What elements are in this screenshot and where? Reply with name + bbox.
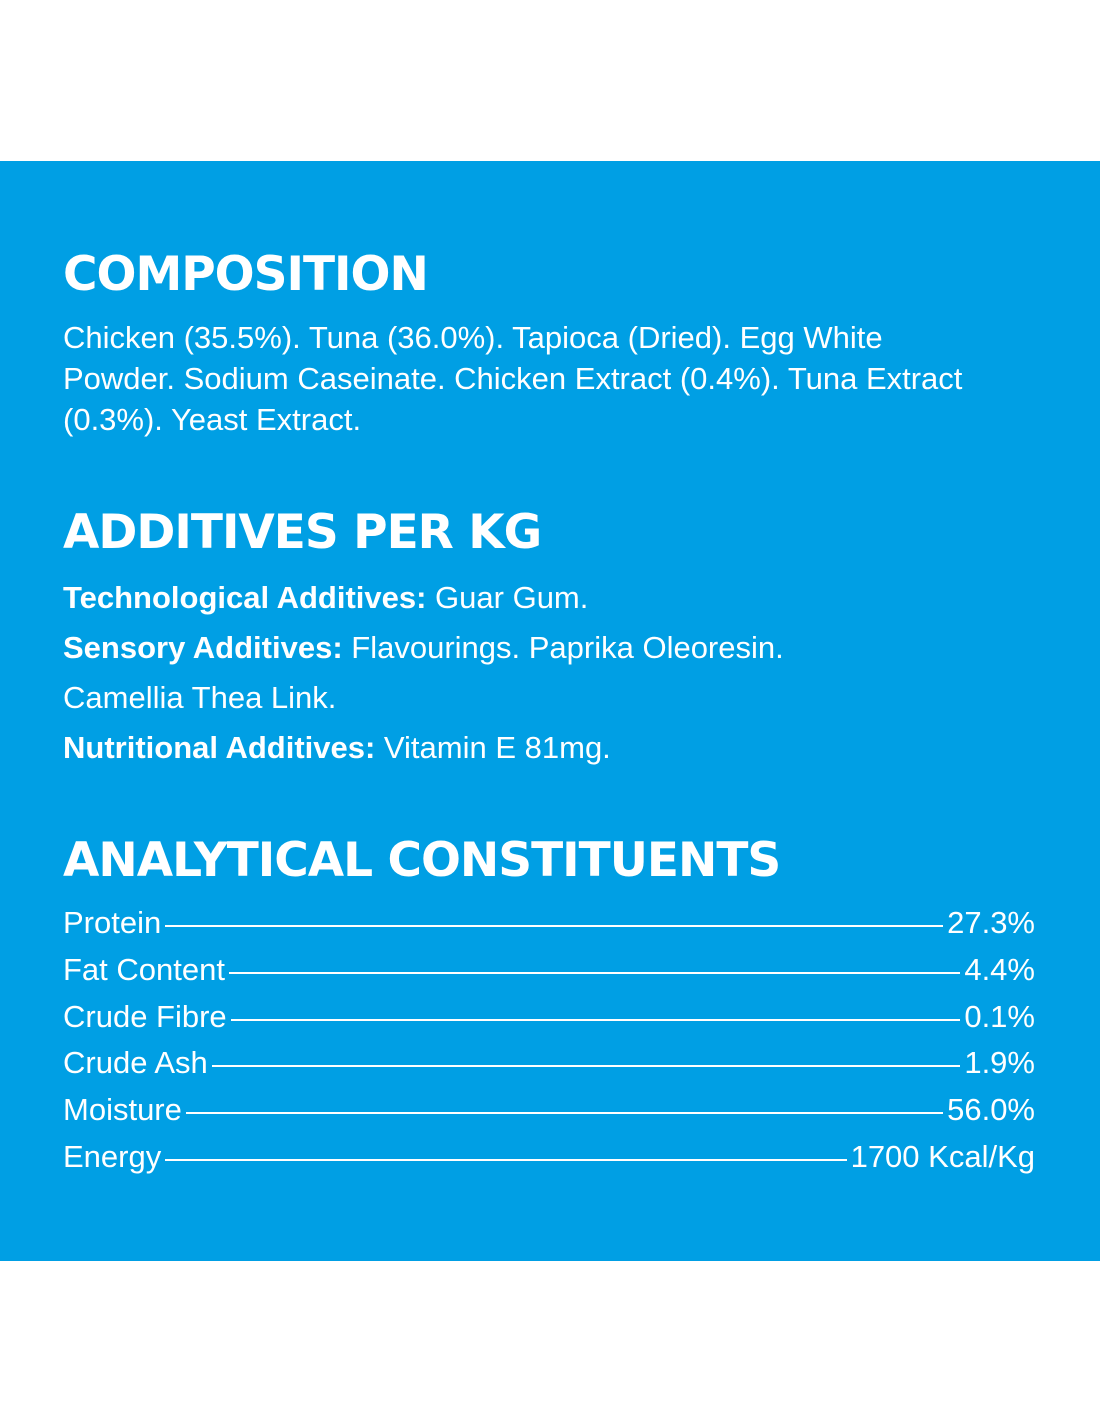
constituent-name: Energy (63, 1138, 162, 1174)
constituent-name: Crude Ash (63, 1045, 208, 1081)
leader-line (165, 1159, 846, 1161)
additives-list (63, 578, 1035, 778)
additive-technological (63, 578, 1035, 628)
leader-line (186, 1112, 943, 1114)
leader-line (212, 1065, 961, 1067)
leader-line (165, 925, 943, 927)
constituent-value: 0.1% (964, 998, 1035, 1034)
composition-heading: COMPOSITION (63, 247, 428, 302)
additive-value: Guar Gum. (426, 580, 589, 615)
additive-value: Camellia Thea Link. (63, 680, 337, 715)
constituent-name: Protein (63, 905, 162, 940)
additives-heading: ADDITIVES PER KG (63, 505, 542, 560)
additive-value: Flavourings. Paprika Oleoresin. (342, 630, 784, 665)
leader-line (231, 1019, 961, 1021)
additive-label: Nutritional Additives: (63, 730, 376, 765)
additive-sensory-continued (63, 678, 1035, 728)
constituent-row-fibre (63, 995, 1035, 1042)
constituent-value: 56.0% (947, 1092, 1035, 1128)
additive-sensory (63, 628, 1035, 678)
composition-text: Chicken (35.5%). Tuna (36.0%). Tapioca (Dried). Egg White Powder. Sodium Caseinate. Chicken Extract (0.4%). Tuna Extract (0.3%). Yeast Extract. (63, 320, 963, 437)
additive-label: Technological Additives: (63, 580, 427, 615)
constituent-name: Crude Fibre (63, 998, 227, 1034)
constituent-row-protein (63, 901, 1035, 948)
constituents-table (63, 901, 1035, 1182)
constituent-value: 4.4% (964, 951, 1035, 987)
additive-nutritional (63, 728, 1035, 778)
constituent-name: Fat Content (63, 951, 225, 987)
constituent-value: 27.3% (947, 905, 1035, 940)
leader-line (229, 972, 960, 974)
ingredients-panel (0, 161, 1100, 1261)
constituent-row-moisture (63, 1088, 1035, 1135)
constituent-row-ash (63, 1041, 1035, 1088)
constituent-name: Moisture (63, 1092, 182, 1128)
constituent-value: 1.9% (964, 1045, 1035, 1081)
analytical-heading: ANALYTICAL CONSTITUENTS (63, 833, 781, 888)
additive-label: Sensory Additives: (63, 630, 343, 665)
additive-value: Vitamin E 81mg. (375, 730, 611, 765)
constituent-value: 1700 Kcal/Kg (850, 1138, 1035, 1174)
constituent-row-energy (63, 1135, 1035, 1182)
constituent-row-fat (63, 948, 1035, 995)
